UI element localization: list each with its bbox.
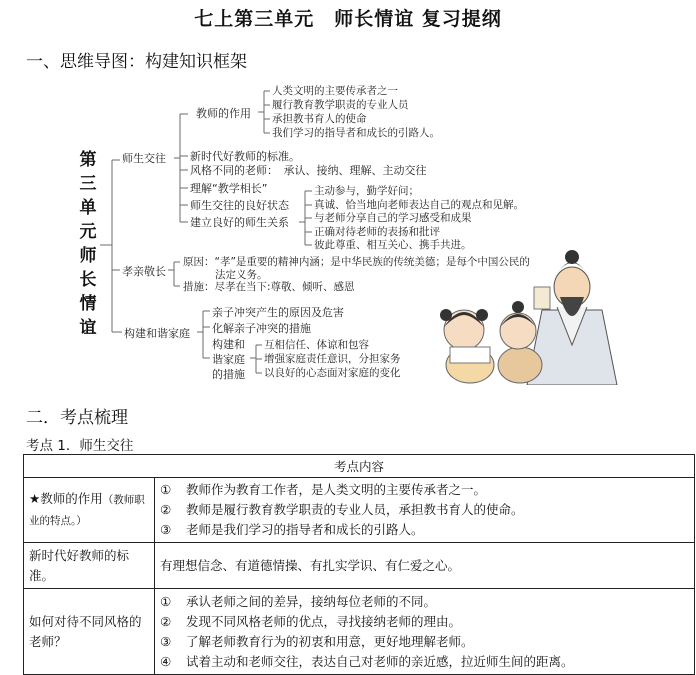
harmony-label-line: 谐家庭 [212,353,245,366]
item-number: ③ [160,633,172,649]
row-content [155,478,695,543]
root-char: 长 [79,270,97,290]
content-item [160,520,689,540]
node-different-styles: 风格不同的老师： 承认、接纳、理解、主动交往 [190,164,427,177]
node-good-state: 师生交往的良好状态 [190,199,289,212]
node-understand: 理解“教学相长” [190,182,268,195]
row-label-note: （教师职业的特点。） [29,494,145,527]
node-new-era-standard: 新时代好教师的标准。 [190,150,300,163]
item-text: 发现不同风格老师的优点，寻找接纳老师的理由。 [186,613,462,629]
item-number: ② [160,502,172,517]
branch-filial-piety: 孝亲敬长 [122,265,166,278]
row-label-text: ★教师的作用 [29,491,103,506]
list-item: 履行教育教学职责的专业人员 [272,99,409,111]
section-points-heading: 二．考点梳理 [26,408,128,428]
item-text: 试着主动和老师交往，表达自己对老师的亲近感，拉近师生间的距离。 [186,653,574,669]
row-label: 新时代好教师的标准。 [24,543,155,589]
list-item: 正确对待老师的表扬和批评 [314,226,440,238]
root-char: 三 [79,174,97,194]
node-harmony-measures [212,337,245,382]
list-item: 承担教书育人的使命 [272,113,367,125]
root-char: 谊 [79,318,97,338]
table-row [24,478,695,543]
table-row [24,543,695,589]
node-reason: 原因：“孝”是重要的精神内涵；是中华民族的传统美德；是每个中国公民的 [183,256,530,268]
node-build-relation: 建立良好的师生关系 [190,216,289,229]
node-teacher-role: 教师的作用 [196,107,251,120]
list-item: 互相信任、体谅和包容 [264,339,369,351]
item-number: ① [160,593,172,609]
table-header-row [24,455,695,478]
root-char: 情 [79,294,97,314]
content-item [160,632,689,652]
item-text: 了解老师教育行为的初衷和用意，更好地理解老师。 [186,633,474,649]
harmony-label-line: 构建和 [212,338,245,351]
harmony-label-line: 的措施 [212,368,245,381]
list-item: 彼此尊重、相互关心、携手共进。 [314,239,472,251]
list-item: 以良好的心态面对家庭的变化 [264,367,401,379]
mindmap-root [78,148,98,340]
item-text: 教师作为教育工作者，是人类文明的主要传承者之一。 [186,482,487,497]
list-item: 主动参与，勤学好问； [314,185,419,197]
content-item [160,612,689,632]
list-item: 我们学习的指导者和成长的引路人。 [272,127,440,139]
row-content [155,543,695,589]
row-label [24,478,155,543]
point-title: 考点 1．师生交往 [26,438,134,454]
teacher-children-illustration [432,235,622,385]
page-title: 七上第三单元 师长情谊 复习提纲 [194,8,502,30]
content-item: 有理想信念、有道德情操、有扎实学识、有仁爱之心。 [160,557,461,573]
item-number: ① [160,482,172,497]
list-item: 增强家庭责任意识，分担家务 [264,353,401,365]
branch-harmonious-family: 构建和谐家庭 [124,327,190,340]
branch-teacher-student: 师生交往 [122,152,166,165]
node-reason-cont: 法定义务。 [215,269,268,281]
content-item [160,500,689,520]
item-text: 承认老师之间的差异，接纳每位老师的不同。 [186,593,437,609]
item-number: ④ [160,653,172,669]
node-conflict-cause: 亲子冲突产生的原因及危害 [212,306,344,319]
item-text: 教师是履行教育教学职责的专业人员，承担教书育人的使命。 [186,502,524,517]
list-item: 人类文明的主要传承者之一 [272,85,398,97]
content-item [160,592,689,612]
knowledge-table [23,454,695,675]
root-char: 单 [79,198,97,218]
table-header: 考点内容 [24,455,695,478]
item-number: ③ [160,522,172,537]
item-number: ② [160,613,172,629]
list-item: 真诚、恰当地向老师表达自己的观点和见解。 [314,199,524,211]
section-mindmap-heading: 一、思维导图：构建知识框架 [26,52,247,72]
root-char: 师 [79,246,97,266]
row-content [155,589,695,675]
item-text: 老师是我们学习的指导者和成长的引路人。 [186,522,424,537]
node-resolve-conflict: 化解亲子冲突的措施 [212,322,311,335]
child-head [500,313,536,349]
list-item: 与老师分享自己的学习感受和成果 [314,212,472,224]
content-item [160,480,689,500]
row-label: 如何对待不同风格的老师？ [24,589,155,675]
root-char: 元 [79,222,97,242]
table-row [24,589,695,675]
content-item [160,652,689,672]
scroll [534,287,550,309]
node-measures: 措施：尽孝在当下:尊敬、倾听、感恩 [183,281,355,293]
root-char: 第 [79,150,97,170]
book [450,347,490,363]
